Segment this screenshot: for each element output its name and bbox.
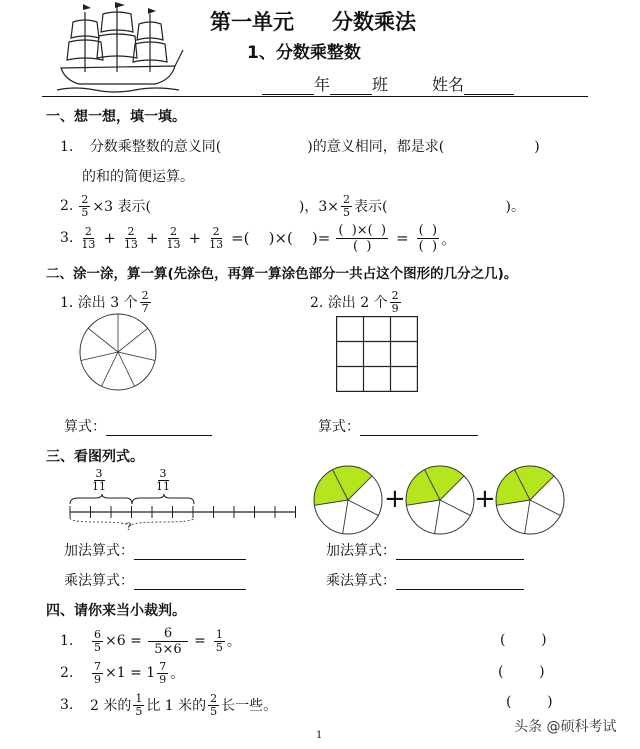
q3-fraction-b: $\frac{2}{13}$ bbox=[123, 224, 138, 251]
plus-sign-1: + bbox=[384, 484, 406, 514]
class-label: 班 bbox=[372, 75, 389, 94]
grade-label: 年 bbox=[314, 75, 331, 94]
section3-heading: 三、看图列式。 bbox=[46, 449, 144, 465]
s3-mul-right bbox=[326, 570, 524, 590]
q3-number: 3. bbox=[60, 230, 74, 246]
formula2-label: 算式： bbox=[318, 419, 360, 435]
j1-equals: = bbox=[194, 633, 206, 649]
section4-heading: 四、请你来当小裁判。 bbox=[46, 603, 186, 619]
page-number: 1 bbox=[316, 730, 323, 741]
section1-heading: 一、想一想，填一填。 bbox=[46, 109, 186, 125]
s4-judge1 bbox=[60, 624, 241, 658]
brace1-label: $\frac{3}{11}$ bbox=[92, 467, 106, 493]
j1-number: 1. bbox=[60, 633, 74, 649]
fraction-circle-1 bbox=[312, 464, 384, 536]
q3-fraction-a: $\frac{2}{13}$ bbox=[81, 224, 96, 251]
formula1-blank[interactable] bbox=[106, 422, 212, 436]
j3-answer-paren[interactable]: ( ) bbox=[506, 694, 553, 710]
q2-text-d: )。 bbox=[505, 199, 525, 215]
name-blank[interactable] bbox=[464, 81, 514, 95]
header-divider bbox=[42, 96, 588, 97]
q2-fraction-1: $\frac{2}{5}$ bbox=[81, 192, 89, 219]
name-label: 姓名 bbox=[432, 75, 465, 94]
s2-item2 bbox=[310, 288, 403, 316]
grid-nine-parts[interactable] bbox=[336, 316, 418, 392]
j3-text-b: 比 1 米的 bbox=[146, 698, 207, 714]
s1-q2 bbox=[60, 192, 525, 220]
j1-text-a: ×6 = bbox=[105, 633, 142, 649]
q3-fraction-c: $\frac{2}{13}$ bbox=[166, 224, 181, 251]
number-line bbox=[66, 494, 298, 534]
shaded-sector bbox=[496, 466, 554, 505]
j3-text-c: 长一些。 bbox=[221, 698, 278, 714]
q1-line2: 的和的简便运算。 bbox=[82, 169, 194, 185]
j1-answer-paren[interactable]: ( ) bbox=[500, 632, 547, 648]
j3-fraction1: $\frac{1}{5}$ bbox=[135, 691, 143, 718]
section2-heading: 二、涂一涂，算一算(先涂色，再算一算涂色部分一共占这个图形的几分之几)。 bbox=[46, 266, 518, 282]
student-info-row bbox=[262, 72, 514, 95]
j2-fraction1: $\frac{7}{9}$ bbox=[94, 659, 101, 686]
s4-judge3 bbox=[60, 690, 277, 720]
watermark: 头条 @硕科考试 bbox=[514, 719, 617, 735]
j2-number: 2. bbox=[60, 665, 74, 681]
j2-answer-paren[interactable]: ( ) bbox=[498, 664, 545, 680]
formula1-label: 算式： bbox=[64, 419, 106, 435]
j1-period: 。 bbox=[226, 634, 241, 650]
brace2-label: $\frac{3}{11}$ bbox=[156, 467, 170, 493]
item1-text: 1. 涂出 3 个 bbox=[60, 295, 138, 311]
class-blank[interactable] bbox=[330, 81, 372, 95]
s2-formula1 bbox=[64, 416, 212, 436]
circle-spoke bbox=[440, 500, 470, 515]
q3-equals: = bbox=[396, 229, 409, 247]
formula2-blank[interactable] bbox=[360, 422, 478, 436]
add-right-label: 加法算式： bbox=[326, 543, 396, 559]
q1-text-a: 分数乘整数的意义同( bbox=[89, 139, 222, 155]
shaded-sector bbox=[406, 466, 464, 505]
circle-spoke bbox=[530, 500, 560, 515]
mul-left-blank[interactable] bbox=[134, 576, 246, 590]
question-mark: ? bbox=[126, 522, 132, 533]
s2-formula2 bbox=[318, 416, 478, 436]
q2-fraction-2: $\frac{2}{5}$ bbox=[343, 192, 351, 219]
q3-fraction-d: $\frac{2}{13}$ bbox=[209, 224, 224, 251]
q3-equation[interactable]: =( )×( )= bbox=[231, 229, 331, 247]
s1-q1-line1 bbox=[60, 136, 540, 156]
j3-number: 3. bbox=[60, 697, 74, 713]
item2-text: 2. 涂出 2 个 bbox=[310, 295, 388, 311]
q3-plus-2: + bbox=[145, 229, 159, 247]
s3-add-right bbox=[326, 540, 524, 560]
circle-spoke bbox=[525, 500, 530, 534]
plus-sign-2: + bbox=[474, 484, 496, 514]
j1-fraction3: $\frac{1}{5}$ bbox=[215, 627, 223, 654]
add-right-blank[interactable] bbox=[396, 546, 524, 560]
fraction-circle-3 bbox=[494, 464, 566, 536]
add-left-label: 加法算式： bbox=[64, 543, 134, 559]
q3-fraction-answer2[interactable]: $\frac{( )}{( )}$ bbox=[418, 222, 438, 254]
s1-q3 bbox=[60, 222, 456, 254]
s3-add-left bbox=[64, 540, 246, 560]
item2-fraction: $\frac{2}{9}$ bbox=[391, 288, 399, 315]
q2-text-a: ×3 表示( bbox=[92, 199, 151, 215]
add-left-blank[interactable] bbox=[134, 546, 246, 560]
s3-mul-left bbox=[64, 570, 246, 590]
j3-text-a: 2 米的 bbox=[90, 698, 132, 714]
grade-blank[interactable] bbox=[262, 81, 314, 95]
title-topic: 分数乘法 bbox=[332, 10, 416, 34]
circle-spoke bbox=[343, 500, 348, 534]
q2-text-b: )，3× bbox=[298, 199, 340, 215]
j1-fraction2: $\frac{6}{5\times 6}$ bbox=[148, 626, 188, 657]
q1-text-b: )的意义相同，都是求( bbox=[307, 139, 445, 155]
q1-text-c: ) bbox=[534, 139, 540, 155]
subtitle: 1、分数乘整数 bbox=[247, 43, 361, 63]
j2-period: 。 bbox=[170, 666, 185, 682]
item1-fraction: $\frac{2}{7}$ bbox=[141, 288, 149, 315]
fraction-circle-2 bbox=[404, 464, 476, 536]
circle-seven-parts[interactable] bbox=[78, 312, 158, 392]
q2-number: 2. bbox=[60, 198, 74, 214]
q3-plus-1: + bbox=[103, 229, 116, 247]
j2-text-a: ×1 = 1 bbox=[105, 665, 156, 681]
title-unit: 第一单元 bbox=[210, 10, 294, 34]
circle-spoke bbox=[348, 500, 378, 515]
shaded-sector bbox=[314, 466, 372, 505]
j2-fraction2: $\frac{7}{9}$ bbox=[159, 659, 167, 686]
q3-fraction-answer1[interactable]: $\frac{( )\times( )}{( )}$ bbox=[338, 222, 387, 254]
mul-left-label: 乘法算式： bbox=[64, 573, 134, 589]
s4-judge2 bbox=[60, 658, 184, 688]
j1-fraction1: $\frac{6}{5}$ bbox=[94, 627, 101, 654]
q3-plus-3: + bbox=[188, 229, 202, 247]
mul-right-blank[interactable] bbox=[396, 576, 524, 590]
ship-illustration bbox=[55, 2, 185, 97]
q3-period: 。 bbox=[441, 229, 457, 248]
q1-number: 1. bbox=[60, 139, 74, 155]
j3-fraction2: $\frac{2}{5}$ bbox=[210, 691, 218, 718]
circle-spoke bbox=[435, 500, 440, 534]
q2-text-c: 表示( bbox=[354, 199, 388, 215]
mul-right-label: 乘法算式： bbox=[326, 573, 396, 589]
